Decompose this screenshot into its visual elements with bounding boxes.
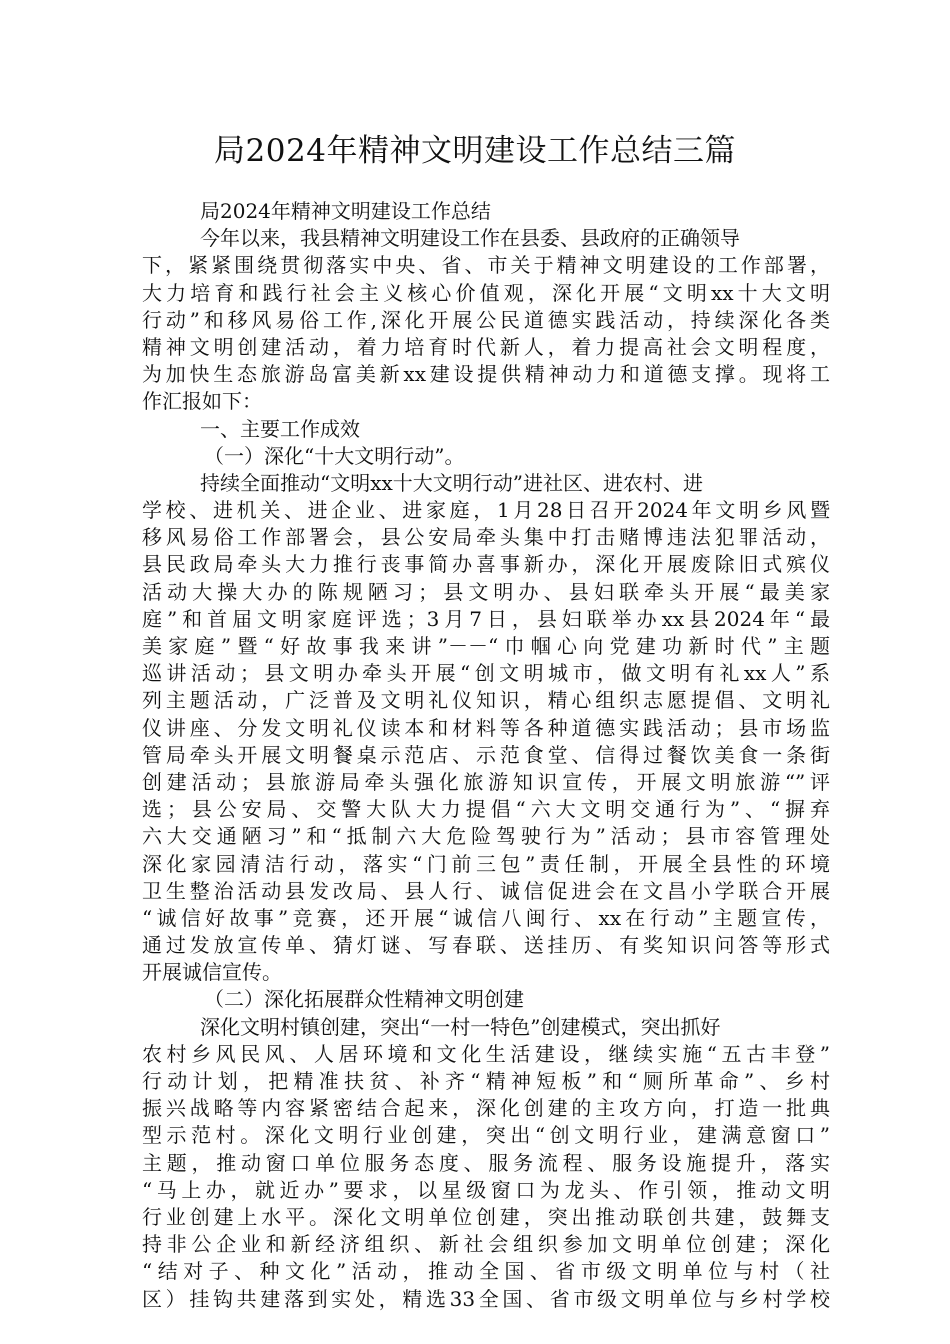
text-line: （一）深化“十大文明行动”。 — [204, 443, 465, 468]
text-line: 精神文明创建活动，着力培育时代新人，着力提高社会文明程度， — [142, 334, 830, 359]
text-line: 美家庭”暨“好故事我来讲”－－“巾帼心向党建功新时代”主题 — [142, 634, 830, 658]
document-title: 局2024年精神文明建设工作总结三篇 — [214, 133, 736, 169]
text-line: 列主题活动，广泛普及文明礼仪知识，精心组织志愿提倡、文明礼 — [142, 688, 830, 713]
text-line: 创建活动；县旅游局牵头强化旅游知识宣传，开展文明旅游“”评 — [142, 769, 830, 794]
text-line: 一、主要工作成效 — [200, 416, 360, 441]
text-line: 深化家园清洁行动，落实“门前三包”责任制，开展全县性的环境 — [142, 851, 830, 876]
text-line: 六大交通陋习”和“抵制六大危险驾驶行为”活动；县市容管理处 — [142, 824, 830, 849]
text-line: 振兴战略等内容紧密结合起来，深化创建的主攻方向，打造一批典 — [142, 1096, 830, 1121]
text-line: 学校、进机关、进企业、进家庭，1月28日召开2024年文明乡风暨 — [142, 498, 830, 523]
text-line: 局2024年精神文明建设工作总结 — [200, 199, 491, 223]
text-line: 巡讲活动；县文明办牵头开展“创文明城市，做文明有礼xx人”系 — [142, 661, 830, 686]
text-line: “结对子、种文化”活动，推动全国、省市级文明单位与村（社 — [142, 1259, 830, 1284]
text-line: 行动计划，把精准扶贫、补齐“精神短板”和“厕所革命”、乡村 — [142, 1069, 830, 1093]
text-line: 大力培育和践行社会主义核心价值观，深化开展“文明xx十大文明 — [142, 280, 830, 305]
text-line: 为加快生态旅游岛富美新xx建设提供精神动力和道德支撑。现将工 — [142, 362, 830, 387]
text-line: 型示范村。深化文明行业创建，突出“创文明行业，建满意窗口” — [142, 1123, 830, 1148]
text-line: 主题，推动窗口单位服务态度、服务流程、服务设施提升，落实 — [142, 1150, 830, 1175]
text-line: 卫生整治活动县发改局、县人行、诚信促进会在文昌小学联合开展 — [142, 878, 830, 903]
text-line: 仪讲座、分发文明礼仪读本和材料等各种道德实践活动；县市场监 — [142, 715, 830, 740]
text-line: “马上办，就近办”要求，以星级窗口为龙头、作引领，推动文明 — [142, 1177, 830, 1202]
text-line: 通过发放宣传单、猜灯谜、写春联、送挂历、有奖知识问答等形式 — [142, 933, 830, 958]
text-line: 深化文明村镇创建，突出“一村一特色”创建模式，突出抓好 — [200, 1014, 721, 1039]
text-line: 管局牵头开展文明餐桌示范店、示范食堂、信得过餐饮美食一条街 — [142, 742, 830, 767]
text-line: 选；县公安局、交警大队大力提倡“六大文明交通行为”、“摒弃 — [142, 797, 830, 822]
text-line: 开展诚信宣传。 — [142, 960, 282, 985]
text-line: 今年以来，我县精神文明建设工作在县委、县政府的正确领导 — [200, 226, 740, 251]
text-line: 移风易俗工作部署会，县公安局牵头集中打击赌博违法犯罪活动， — [142, 525, 830, 550]
text-line: 活动大操大办的陈规陋习；县文明办、县妇联牵头开展“最美家 — [142, 579, 830, 604]
text-line: 庭”和首届文明家庭评选；3月7日，县妇联举办xx县2024年“最 — [142, 606, 830, 631]
document-body — [142, 198, 830, 1313]
text-line: 下，紧紧围绕贯彻落实中央、省、市关于精神文明建设的工作部署， — [142, 253, 830, 278]
text-line: “诚信好故事”竞赛，还开展“诚信八闽行、xx在行动”主题宣传， — [142, 905, 830, 930]
text-line: 持续全面推动“文明xx十大文明行动”进社区、进农村、进 — [200, 470, 704, 495]
text-line: 作汇报如下： — [142, 389, 262, 414]
text-line: 持非公企业和新经济组织、新社会组织参加文明单位创建；深化 — [142, 1232, 830, 1257]
text-line: （二）深化拓展群众性精神文明创建 — [204, 987, 524, 1012]
text-line: 行动”和移风易俗工作,深化开展公民道德实践活动，持续深化各类 — [142, 307, 830, 332]
text-line: 行业创建上水平。深化文明单位创建，突出推动联创共建，鼓舞支 — [142, 1204, 830, 1229]
text-line: 农村乡风民风、人居环境和文化生活建设，继续实施“五古丰登” — [142, 1041, 830, 1066]
text-line: 县民政局牵头大力推行丧事简办喜事新办，深化开展废除旧式殡仪 — [142, 552, 830, 577]
text-line: 区）挂钩共建落到实处，精选33全国、省市级文明单位与乡村学校 — [142, 1286, 830, 1311]
